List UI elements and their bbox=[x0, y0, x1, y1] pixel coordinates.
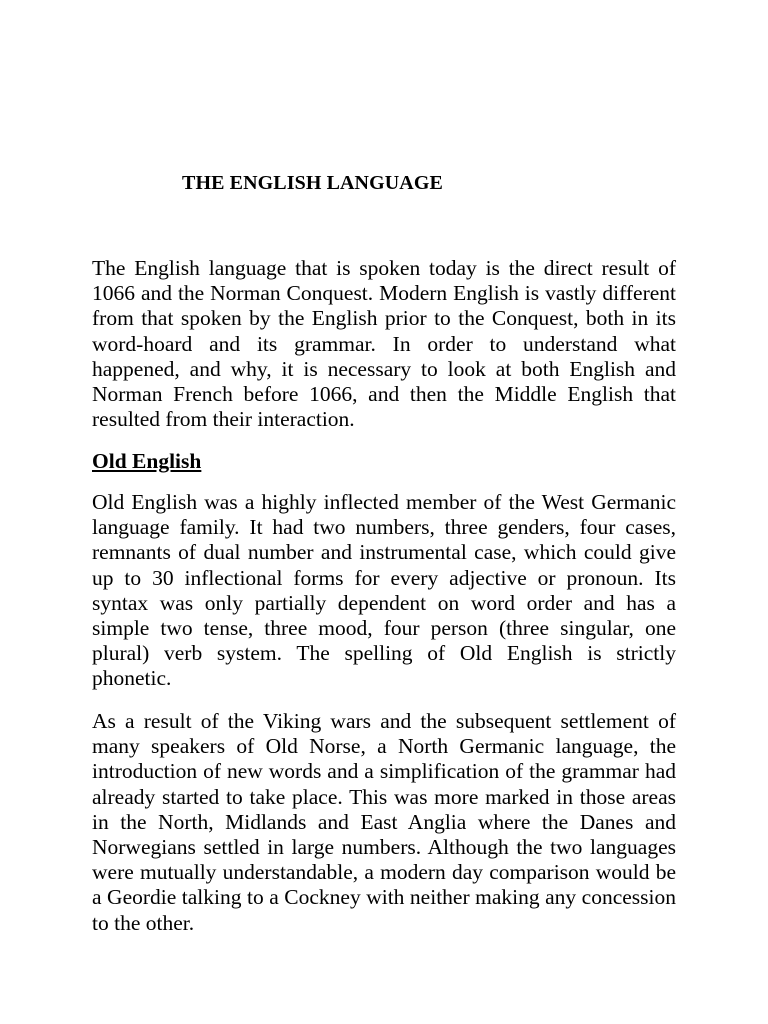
intro-paragraph: The English language that is spoken today is the direct result of 1066 and the Norman Conquest. Modern English is vastly different from that spoken by the English prior to the Conquest, both in its word-hoard and its grammar. In order to understand what happened, and why, it is necessary to look at both English and Norman French before 1066, and then the Middle English that resulted from their interaction. bbox=[92, 256, 676, 432]
document-title: THE ENGLISH LANGUAGE bbox=[182, 172, 443, 194]
viking-paragraph: As a result of the Viking wars and the subsequent settlement of many speakers of Old Norse, a North Germanic language, the introduction of new words and a simplification of the grammar had already started to take place. This was more marked in those areas in the North, Midlands and East Anglia where the Danes and Norwegians settled in large numbers. Although the two languages were mutually understandable, a modern day comparison would be a Geordie talking to a Cockney with neither making any concession to the other. bbox=[92, 709, 676, 935]
old-english-paragraph: Old English was a highly inflected member of the West Germanic language family. It had two numbers, three genders, four cases, remnants of dual number and instrumental case, which could give up to 30 inflectional forms for every adjective or pronoun. Its syntax was only partially dependent on word order and has a simple two tense, three mood, four person (three singular, one plural) verb system. The spelling of Old English is strictly phonetic. bbox=[92, 490, 676, 691]
section-heading-old-english: Old English bbox=[92, 449, 202, 473]
